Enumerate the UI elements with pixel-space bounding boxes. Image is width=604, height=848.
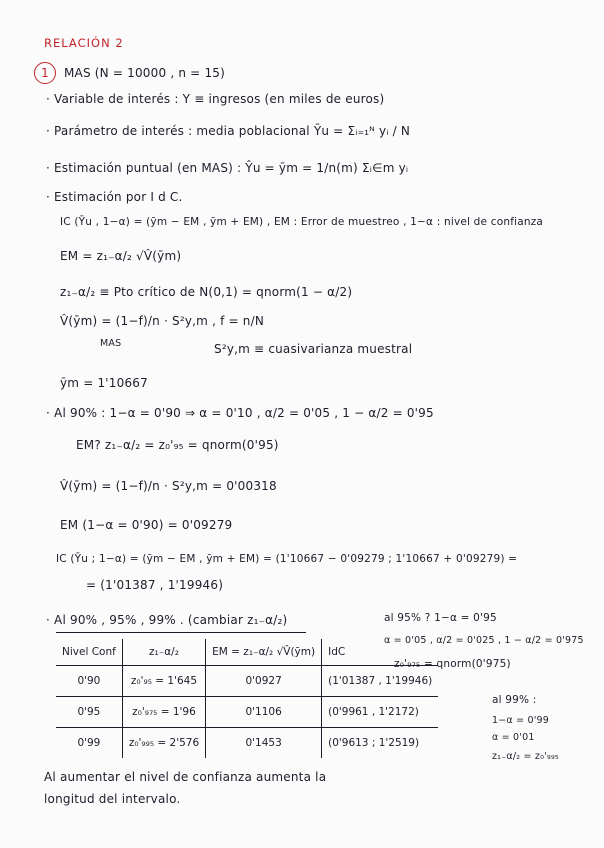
table-row	[56, 728, 438, 759]
conclusion-line-2: longitud del intervalo.	[44, 792, 181, 806]
side99-line-4: z₁₋α/₂ = z₀'₉₉₅	[492, 751, 559, 762]
calc90-line-6: = (1'01387 , 1'19946)	[86, 578, 224, 592]
table-cell: (0'9961 , 1'2172)	[322, 697, 439, 728]
table-header: EM = z₁₋α/₂ √V̂(ȳm)	[206, 639, 322, 666]
table-cell: 0'90	[56, 666, 122, 697]
formula-em: EM = z₁₋α/₂ √V̂(ȳm)	[60, 249, 182, 263]
table-cell: 0'95	[56, 697, 122, 728]
side95-line-2: α = 0'05 , α/2 = 0'025 , 1 − α/2 = 0'975	[384, 635, 584, 646]
calc90-line-5: IC (Ȳu ; 1−α) = (ȳm − EM , ȳm + EM) = (1'10667 − 0'09279 ; 1'10667 + 0'09279) =	[56, 553, 518, 565]
table-cell: (0'9613 ; 1'2519)	[322, 728, 439, 759]
table-row	[56, 697, 438, 728]
page-title: RELACIÓN 2	[44, 36, 124, 50]
table-row	[56, 666, 438, 697]
calc90-line-4: EM (1−α = 0'90) = 0'09279	[60, 518, 233, 532]
side99-line-3: α = 0'01	[492, 732, 535, 743]
side95-line-1: al 95% ? 1−α = 0'95	[384, 612, 497, 624]
formula-sample-mean: ȳm = 1'10667	[60, 376, 148, 390]
bullet-parameter: · Parámetro de interés : media poblacional Ȳu = Σᵢ₌₁ᴺ yᵢ / N	[46, 124, 411, 138]
conclusion-line-1: Al aumentar el nivel de confianza aumenta la	[44, 770, 327, 784]
calc90-line-2: EM? z₁₋α/₂ = z₀'₉₅ = qnorm(0'95)	[76, 438, 279, 452]
table-cell: z₀'₉₇₅ = 1'96	[122, 697, 205, 728]
formula-quasivariance: S²y,m ≡ cuasivarianza muestral	[214, 342, 413, 356]
formula-ic: IC (Ȳu , 1−α) = (ȳm − EM , ȳm + EM) , EM : Error de muestreo , 1−α : nivel de confianza	[60, 216, 544, 228]
side99-line-1: al 99% :	[492, 694, 537, 706]
bullet-variable: · Variable de interés : Y ≡ ingresos (en miles de euros)	[46, 92, 385, 106]
table-header: IdC	[322, 639, 439, 666]
side99-line-2: 1−α = 0'99	[492, 715, 550, 726]
exercise-number: 1	[34, 62, 56, 84]
confidence-table	[56, 639, 438, 758]
bullet-interval-estimation: · Estimación por I d C.	[46, 190, 183, 204]
formula-z: z₁₋α/₂ ≡ Pto crítico de N(0,1) = qnorm(1 − α/2)	[60, 285, 353, 299]
table-header: Nivel Conf	[56, 639, 122, 666]
table-cell: 0'0927	[206, 666, 322, 697]
levels-underline	[56, 632, 306, 633]
table-cell: (1'01387 , 1'19946)	[322, 666, 439, 697]
formula-mas-label: MAS	[100, 338, 122, 349]
calc90-line-3: V̂(ȳm) = (1−f)/n · S²y,m = 0'00318	[60, 479, 277, 493]
table-cell: 0'1453	[206, 728, 322, 759]
calc90-line-1: · Al 90% : 1−α = 0'90 ⇒ α = 0'10 , α/2 = 0'05 , 1 − α/2 = 0'95	[46, 406, 434, 420]
table-header-row	[56, 639, 438, 666]
table-cell: z₀'₉₉₅ = 2'576	[122, 728, 205, 759]
side95-line-3: z₀'₉₇₅ = qnorm(0'975)	[394, 658, 511, 670]
table-header: z₁₋α/₂	[122, 639, 205, 666]
formula-variance: V̂(ȳm) = (1−f)/n · S²y,m , f = n/N	[60, 314, 265, 328]
table-cell: z₀'₉₅ = 1'645	[122, 666, 205, 697]
bullet-point-estimation: · Estimación puntual (en MAS) : Ŷu = ȳm = 1/n(m) Σᵢ∈m yᵢ	[46, 161, 409, 175]
levels-heading: · Al 90% , 95% , 99% . (cambiar z₁₋α/₂)	[46, 613, 288, 627]
exercise-heading: MAS (N = 10000 , n = 15)	[64, 66, 225, 80]
table-cell: 0'1106	[206, 697, 322, 728]
table-cell: 0'99	[56, 728, 122, 759]
